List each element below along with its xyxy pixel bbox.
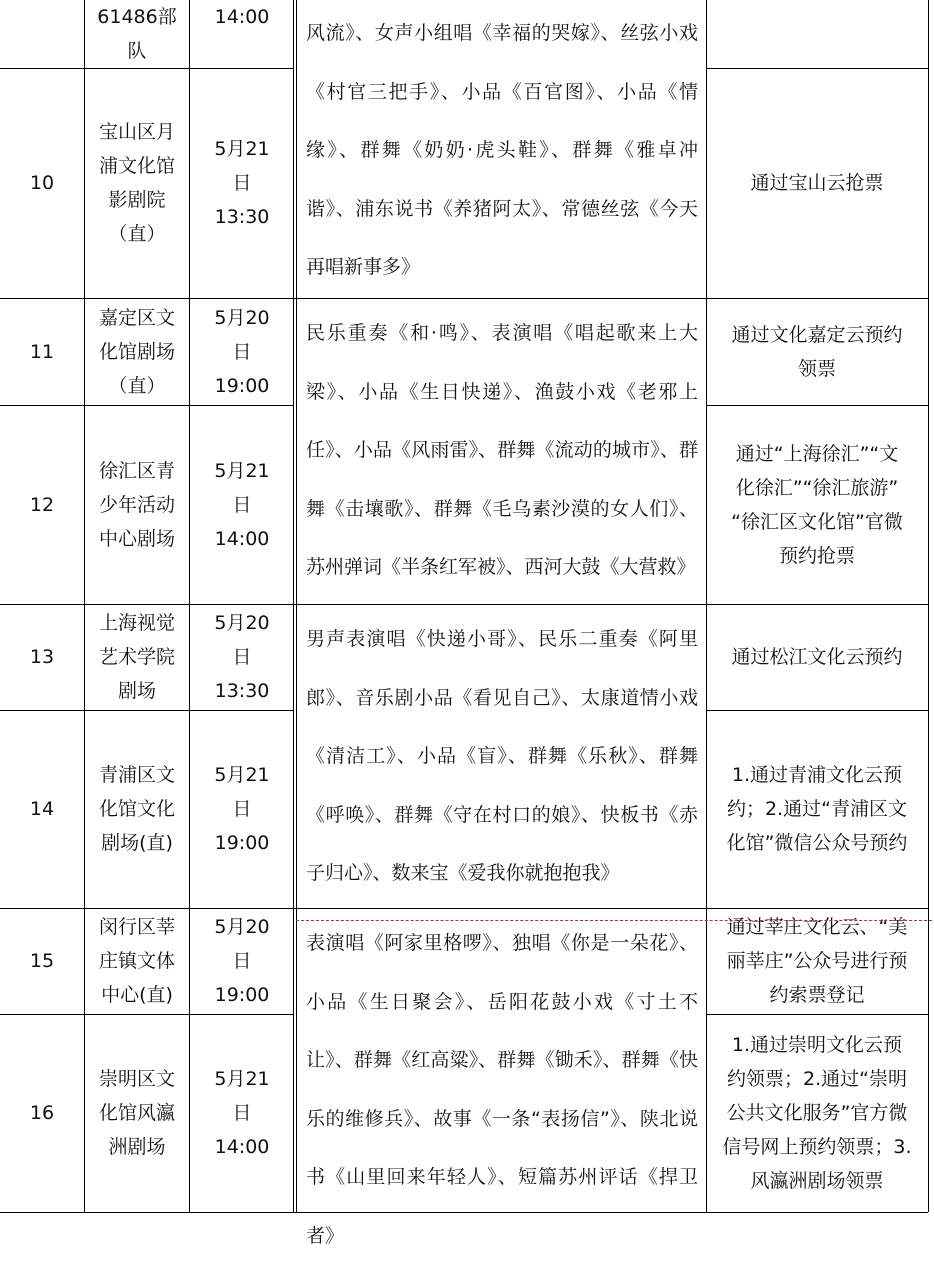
ticket-cell: 通过莘庄文化云、“美 丽莘庄”公众号进行预 约索票登记 xyxy=(726,916,908,1006)
grid-line xyxy=(0,604,928,605)
grid-line xyxy=(0,908,928,909)
revision-dashed-line xyxy=(296,920,932,921)
grid-line xyxy=(84,0,85,1212)
ticket-cell: 通过“上海徐汇”“文 化徐汇”“徐汇旅游” “徐汇区文化馆”官微 预约抢票 xyxy=(731,442,903,567)
venue-cell: 嘉定区文 化馆剧场 （直） xyxy=(98,306,175,397)
row-number: 12 xyxy=(29,493,55,516)
venue-cell: 闵行区莘 庄镇文体 中心(直) xyxy=(98,916,175,1006)
time-cell: 5月21 日 14:00 xyxy=(214,459,270,550)
venue-cell: 宝山区月 浦文化馆 影剧院 （直） xyxy=(98,121,175,245)
program-list: 风流》、女声小组唱《幸福的哭嫁》、丝弦小戏《村官三把手》、小品《百官图》、小品《情缘》、群舞《奶奶·虎头鞋》、群舞《雅卓冲谐》、浦东说书《养猪阿太》、常德丝弦《今天再唱新事多》 xyxy=(306,22,698,278)
row-number: 10 xyxy=(29,172,55,194)
grid-line xyxy=(0,68,294,69)
ticket-cell: 1.通过崇明文化云预 约领票；2.通过“崇明 公共文化服务”官方微 信号网上预约领票；3. 风瀛洲剧场领票 xyxy=(722,1034,912,1192)
grid-line xyxy=(293,0,294,1212)
time-cell: 5月20 日 19:00 xyxy=(214,916,270,1006)
program-list: 表演唱《阿家里格啰》、独唱《你是一朵花》、小品《生日聚会》、岳阳花鼓小戏《寸土不让》、群舞《红高粱》、群舞《锄禾》、群舞《快乐的维修兵》、故事《一条“表扬信”》、陕北说书《山里回来年轻人》、短篇苏州评话《捍卫者》 xyxy=(306,932,698,1247)
ticket-cell: 通过文化嘉定云预约 领票 xyxy=(731,323,903,380)
grid-line xyxy=(706,710,928,711)
grid-line xyxy=(928,0,929,1212)
grid-line xyxy=(706,405,928,406)
time-cell: 5月21 日 19:00 xyxy=(214,764,270,854)
row-number: 15 xyxy=(29,950,55,972)
venue-cell: 崇明区文 化馆风瀛 洲剧场 xyxy=(98,1068,175,1158)
grid-line xyxy=(706,1014,928,1015)
grid-line xyxy=(0,1014,294,1015)
grid-line xyxy=(0,405,294,406)
grid-line xyxy=(706,68,928,69)
row-number: 16 xyxy=(29,1102,55,1124)
venue-cell: 上海视觉 艺术学院 剧场 xyxy=(98,612,175,702)
venue-cell: 徐汇区青 少年活动 中心剧场 xyxy=(98,459,175,550)
venue-cell: 青浦区文 化馆文化 剧场(直) xyxy=(98,764,175,854)
grid-line xyxy=(296,0,297,1212)
grid-line xyxy=(0,298,928,299)
grid-line xyxy=(0,1212,928,1213)
row-number: 14 xyxy=(29,798,55,820)
program-list: 民乐重奏《和·鸣》、表演唱《唱起歌来上大梁》、小品《生日快递》、渔鼓小戏《老邪上任》、小品《风雨雷》、群舞《流动的城市》、群舞《击壤歌》、群舞《毛乌素沙漠的女人们》、苏州弹词《半条红军被》、西河大鼓《大营救》 xyxy=(306,322,698,578)
time-cell: 14:00 xyxy=(214,6,270,28)
ticket-cell: 通过松江文化云预约 xyxy=(731,646,903,668)
ticket-cell: 1.通过青浦文化云预 约；2.通过“青浦区文 化馆”微信公众号预约 xyxy=(726,764,908,854)
venue-cell: 61486部 队 xyxy=(97,6,177,62)
time-cell: 5月20 日 19:00 xyxy=(214,306,270,397)
row-number: 11 xyxy=(29,340,55,363)
grid-line xyxy=(189,0,190,1212)
time-cell: 5月20 日 13:30 xyxy=(214,612,270,702)
row-number: 13 xyxy=(29,646,55,668)
ticket-cell: 通过宝山云抢票 xyxy=(750,172,884,194)
grid-line xyxy=(706,0,707,1212)
grid-line xyxy=(0,710,294,711)
program-list: 男声表演唱《快递小哥》、民乐二重奏《阿里郎》、音乐剧小品《看见自己》、太康道情小戏《清洁工》、小品《盲》、群舞《乐秋》、群舞《呼唤》、群舞《守在村口的娘》、快板书《赤子归心》、数来宝《爱我你就抱抱我》 xyxy=(306,628,698,884)
time-cell: 5月21 日 14:00 xyxy=(214,1068,270,1158)
time-cell: 5月21 日 13:30 xyxy=(214,138,270,228)
